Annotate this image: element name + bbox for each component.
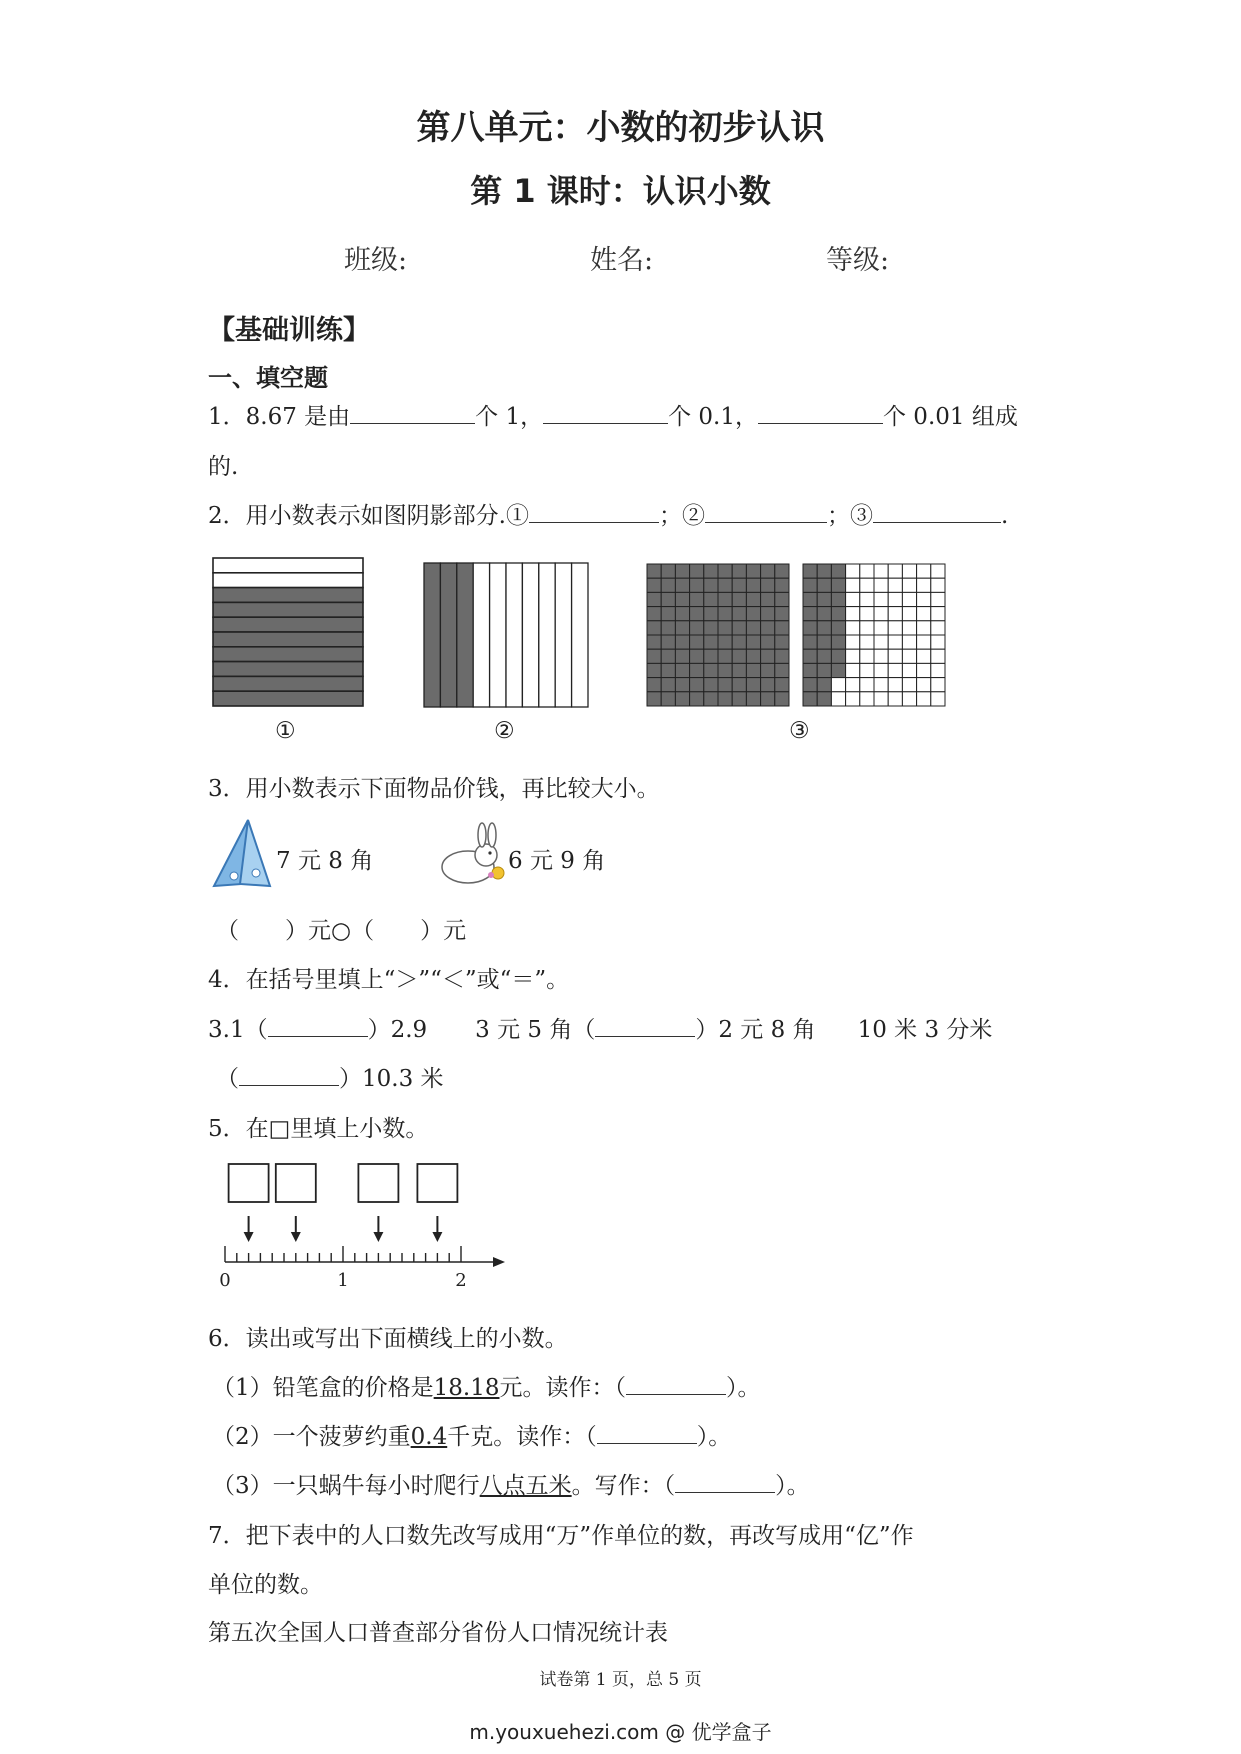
unshaded-cell: [917, 578, 931, 592]
unshaded-cell: [917, 564, 931, 578]
shaded-cell: [661, 635, 675, 649]
shaded-cell: [704, 678, 718, 692]
question-3: 3．用小数表示下面物品价钱，再比较大小。: [208, 776, 660, 802]
unshaded-row: [213, 573, 363, 588]
number-line-figure: [218, 1162, 518, 1291]
unshaded-cell: [874, 578, 888, 592]
shaded-cell: [817, 678, 831, 692]
shaded-cell: [746, 578, 760, 592]
shaded-cell: [690, 663, 704, 677]
shaded-cell: [661, 578, 675, 592]
unshaded-cell: [874, 692, 888, 706]
unshaded-column: [572, 563, 588, 707]
shaded-cell: [690, 607, 704, 621]
down-arrow-head: [373, 1232, 383, 1242]
shaded-cell: [817, 592, 831, 606]
shaded-cell: [718, 607, 732, 621]
shaded-cell: [746, 649, 760, 663]
shaded-cell: [817, 621, 831, 635]
shaded-cell: [803, 607, 817, 621]
unshaded-cell: [917, 592, 931, 606]
unshaded-cell: [917, 621, 931, 635]
unshaded-cell: [917, 607, 931, 621]
shaded-cell: [746, 564, 760, 578]
part-heading: 一、填空题: [208, 364, 328, 392]
grade-label: 等级:: [826, 245, 890, 276]
shaded-cell: [732, 564, 746, 578]
shaded-row: [213, 602, 363, 617]
figure-3-grid-full: [646, 563, 790, 707]
answer-box[interactable]: [417, 1164, 457, 1202]
answer-blank[interactable]: [595, 1014, 695, 1037]
unshaded-cell: [931, 635, 945, 649]
shaded-cell: [746, 692, 760, 706]
figure-1-label: ①: [275, 718, 296, 744]
shaded-cell: [831, 578, 845, 592]
shaded-cell: [718, 678, 732, 692]
shaded-cell: [647, 578, 661, 592]
shaded-cell: [831, 564, 845, 578]
shaded-cell: [817, 649, 831, 663]
shaded-cell: [675, 621, 689, 635]
name-label: 姓名:: [590, 245, 654, 276]
shaded-cell: [732, 635, 746, 649]
shaded-cell: [647, 692, 661, 706]
shaded-cell: [761, 663, 775, 677]
shaded-cell: [761, 607, 775, 621]
shaded-cell: [732, 578, 746, 592]
shaded-cell: [704, 635, 718, 649]
answer-blank[interactable]: [705, 500, 827, 523]
shaded-cell: [675, 607, 689, 621]
shaded-cell: [775, 592, 789, 606]
shaded-cell: [675, 578, 689, 592]
unshaded-column: [539, 563, 555, 707]
unshaded-cell: [902, 592, 916, 606]
shaded-cell: [661, 678, 675, 692]
unshaded-cell: [888, 678, 902, 692]
answer-blank[interactable]: [350, 401, 475, 424]
unshaded-cell: [860, 649, 874, 663]
shaded-cell: [746, 621, 760, 635]
shaded-cell: [647, 592, 661, 606]
unshaded-cell: [846, 663, 860, 677]
section-heading: 【基础训练】: [208, 315, 370, 346]
item-1-price: 7 元 8 角: [276, 848, 374, 874]
down-arrow-head: [244, 1232, 254, 1242]
unshaded-column: [555, 563, 571, 707]
unshaded-cell: [931, 678, 945, 692]
unshaded-cell: [874, 621, 888, 635]
unshaded-column: [506, 563, 522, 707]
shaded-cell: [690, 564, 704, 578]
shaded-cell: [775, 663, 789, 677]
shaded-cell: [803, 578, 817, 592]
unshaded-cell: [846, 692, 860, 706]
unshaded-cell: [860, 635, 874, 649]
shaded-cell: [803, 649, 817, 663]
shaded-cell: [661, 592, 675, 606]
shaded-cell: [647, 663, 661, 677]
axis-arrowhead: [493, 1257, 505, 1267]
shaded-cell: [661, 649, 675, 663]
shaded-cell: [704, 649, 718, 663]
shaded-cell: [690, 578, 704, 592]
shaded-cell: [675, 663, 689, 677]
shaded-cell: [704, 621, 718, 635]
answer-blank[interactable]: [873, 500, 1001, 523]
unshaded-cell: [931, 649, 945, 663]
shaded-cell: [803, 692, 817, 706]
unshaded-cell: [888, 564, 902, 578]
unshaded-cell: [917, 678, 931, 692]
unshaded-cell: [846, 607, 860, 621]
unshaded-cell: [874, 592, 888, 606]
answer-blank[interactable]: [758, 401, 883, 424]
unshaded-cell: [888, 578, 902, 592]
answer-blank[interactable]: [268, 1014, 368, 1037]
shaded-cell: [817, 663, 831, 677]
shaded-cell: [775, 607, 789, 621]
unshaded-cell: [888, 635, 902, 649]
shaded-cell: [647, 649, 661, 663]
shaded-cell: [817, 635, 831, 649]
shaded-cell: [718, 564, 732, 578]
shaded-cell: [761, 692, 775, 706]
shaded-cell: [817, 692, 831, 706]
unshaded-cell: [860, 663, 874, 677]
shaded-row: [213, 676, 363, 691]
question-7-cont: 单位的数。: [208, 1572, 323, 1598]
unshaded-cell: [902, 692, 916, 706]
shaded-cell: [647, 621, 661, 635]
shaded-cell: [704, 564, 718, 578]
shaded-cell: [761, 649, 775, 663]
figure-1-rows: [212, 557, 364, 707]
unshaded-cell: [860, 621, 874, 635]
item-2-price: 6 元 9 角: [508, 848, 606, 874]
unshaded-cell: [874, 663, 888, 677]
shaded-row: [213, 691, 363, 706]
unshaded-cell: [931, 564, 945, 578]
shaded-cell: [704, 607, 718, 621]
shaded-cell: [675, 692, 689, 706]
shaded-cell: [661, 564, 675, 578]
question-1: 1．8.67 是由 个 1， 个 0.1， 个 0.01 组成: [208, 398, 1018, 431]
unshaded-cell: [902, 635, 916, 649]
shaded-cell: [803, 635, 817, 649]
shaded-row: [213, 647, 363, 662]
shaded-cell: [746, 635, 760, 649]
shaded-cell: [803, 592, 817, 606]
shaded-cell: [761, 621, 775, 635]
question-6: 6．读出或写出下面横线上的小数。: [208, 1326, 568, 1352]
shaded-cell: [690, 692, 704, 706]
shaded-cell: [647, 564, 661, 578]
unshaded-cell: [888, 663, 902, 677]
shaded-column: [440, 563, 456, 707]
shaded-cell: [761, 564, 775, 578]
unshaded-cell: [917, 649, 931, 663]
shaded-row: [213, 662, 363, 677]
unshaded-cell: [874, 607, 888, 621]
unshaded-cell: [860, 592, 874, 606]
unshaded-cell: [917, 663, 931, 677]
figure-3-grid-partial: [802, 563, 946, 707]
answer-blank[interactable]: [239, 1063, 339, 1086]
unshaded-cell: [888, 621, 902, 635]
shaded-cell: [675, 635, 689, 649]
question-4: 4．在括号里填上“＞”“＜”或“＝”。: [208, 967, 570, 993]
down-arrow-head: [432, 1232, 442, 1242]
unshaded-cell: [888, 649, 902, 663]
unshaded-cell: [874, 678, 888, 692]
axis-tick-label: 2: [455, 1270, 467, 1291]
shaded-cell: [675, 649, 689, 663]
down-arrow-head: [291, 1232, 301, 1242]
shaded-cell: [675, 564, 689, 578]
shaded-cell: [704, 692, 718, 706]
shaded-cell: [775, 578, 789, 592]
shaded-row: [213, 617, 363, 632]
unshaded-cell: [931, 692, 945, 706]
unshaded-cell: [846, 621, 860, 635]
unshaded-cell: [902, 649, 916, 663]
axis-tick-label: 0: [219, 1270, 231, 1291]
shaded-cell: [746, 663, 760, 677]
unshaded-cell: [931, 592, 945, 606]
shaded-cell: [746, 607, 760, 621]
answer-blank[interactable]: [543, 401, 668, 424]
unshaded-cell: [846, 578, 860, 592]
unshaded-cell: [917, 635, 931, 649]
shaded-cell: [647, 607, 661, 621]
shaded-cell: [675, 678, 689, 692]
question-5: 5．在□里填上小数。: [208, 1116, 429, 1142]
shaded-cell: [761, 578, 775, 592]
unshaded-cell: [917, 692, 931, 706]
unshaded-cell: [888, 607, 902, 621]
shaded-cell: [732, 649, 746, 663]
unshaded-cell: [831, 678, 845, 692]
watermark: m.youxuehezi.com @ 优学盒子: [469, 1720, 772, 1744]
unshaded-cell: [902, 607, 916, 621]
shaded-cell: [746, 592, 760, 606]
shaded-cell: [732, 592, 746, 606]
shaded-cell: [718, 578, 732, 592]
unshaded-cell: [860, 678, 874, 692]
shaded-cell: [775, 635, 789, 649]
shaded-cell: [775, 564, 789, 578]
unshaded-cell: [846, 635, 860, 649]
question-6-2: （2）一个菠萝约重0.4千克。读作：（ ）。: [212, 1418, 731, 1451]
shaded-cell: [647, 678, 661, 692]
question-7: 7．把下表中的人口数先改写成用“万”作单位的数，再改写成用“亿”作: [208, 1523, 914, 1549]
shaded-cell: [831, 635, 845, 649]
shaded-column: [457, 563, 473, 707]
shaded-cell: [761, 635, 775, 649]
unshaded-cell: [931, 578, 945, 592]
shaded-cell: [704, 578, 718, 592]
unshaded-cell: [846, 678, 860, 692]
shaded-cell: [775, 692, 789, 706]
unshaded-cell: [874, 649, 888, 663]
unshaded-column: [522, 563, 538, 707]
shaded-cell: [661, 692, 675, 706]
shaded-cell: [690, 621, 704, 635]
answer-blank[interactable]: [529, 500, 659, 523]
shaded-cell: [732, 663, 746, 677]
figure-3-label: ③: [789, 718, 810, 744]
shaded-cell: [831, 649, 845, 663]
unshaded-cell: [902, 663, 916, 677]
unshaded-cell: [874, 635, 888, 649]
table-title: 第五次全国人口普查部分省份人口情况统计表: [208, 1620, 668, 1646]
unshaded-cell: [874, 564, 888, 578]
triangle-ruler-icon: [212, 818, 272, 888]
unshaded-cell: [846, 649, 860, 663]
unshaded-cell: [846, 592, 860, 606]
question-4-line-2: （ ）10.3 米: [216, 1060, 444, 1093]
shaded-cell: [690, 649, 704, 663]
shaded-cell: [718, 692, 732, 706]
shaded-cell: [831, 607, 845, 621]
question-6-1: （1）铅笔盒的价格是18.18元。读作：（ ）。: [212, 1369, 761, 1402]
question-2: 2．用小数表示如图阴影部分.① ；② ；③ .: [208, 497, 1008, 530]
answer-box[interactable]: [358, 1164, 398, 1202]
shaded-cell: [761, 678, 775, 692]
axis-tick-label: 1: [337, 1270, 349, 1291]
class-label: 班级:: [344, 245, 408, 276]
shaded-cell: [718, 663, 732, 677]
shaded-cell: [775, 621, 789, 635]
shaded-cell: [803, 564, 817, 578]
shaded-row: [213, 632, 363, 647]
answer-blank[interactable]: [626, 1372, 726, 1395]
shaded-cell: [647, 635, 661, 649]
unshaded-cell: [931, 621, 945, 635]
answer-blank[interactable]: [675, 1470, 775, 1493]
shaded-cell: [704, 663, 718, 677]
shaded-cell: [803, 621, 817, 635]
shaded-cell: [732, 607, 746, 621]
answer-box[interactable]: [229, 1164, 269, 1202]
unshaded-cell: [902, 578, 916, 592]
shaded-cell: [690, 635, 704, 649]
shaded-cell: [718, 635, 732, 649]
answer-box[interactable]: [276, 1164, 316, 1202]
shaded-cell: [661, 607, 675, 621]
question-6-3: （3）一只蜗牛每小时爬行八点五米。写作：（ ）。: [212, 1467, 810, 1500]
answer-blank[interactable]: [597, 1421, 697, 1444]
shaded-cell: [831, 621, 845, 635]
figure-2-columns: [423, 562, 589, 708]
shaded-cell: [704, 592, 718, 606]
unshaded-cell: [860, 692, 874, 706]
shaded-cell: [746, 678, 760, 692]
shaded-cell: [718, 621, 732, 635]
shaded-cell: [803, 663, 817, 677]
unshaded-cell: [902, 564, 916, 578]
shaded-cell: [775, 678, 789, 692]
shaded-cell: [661, 621, 675, 635]
shaded-row: [213, 588, 363, 603]
rabbit-icon: [438, 825, 508, 887]
unshaded-cell: [860, 578, 874, 592]
shaded-cell: [761, 592, 775, 606]
shaded-cell: [690, 592, 704, 606]
unshaded-row: [213, 558, 363, 573]
question-4-line-1: 3.1（ ）2.9 3 元 5 角（ ）2 元 8 角 10 米 3 分米: [208, 1011, 992, 1044]
shaded-cell: [690, 678, 704, 692]
unshaded-cell: [931, 607, 945, 621]
shaded-cell: [718, 649, 732, 663]
page-info: 试卷第 1 页，总 5 页: [539, 1670, 702, 1690]
shaded-cell: [732, 621, 746, 635]
unshaded-cell: [931, 663, 945, 677]
unshaded-column: [473, 563, 489, 707]
shaded-cell: [675, 592, 689, 606]
unshaded-cell: [831, 692, 845, 706]
shaded-cell: [831, 663, 845, 677]
shaded-cell: [817, 578, 831, 592]
shaded-cell: [775, 649, 789, 663]
unshaded-cell: [902, 678, 916, 692]
unshaded-cell: [888, 692, 902, 706]
shaded-column: [424, 563, 440, 707]
unshaded-column: [490, 563, 506, 707]
unshaded-cell: [846, 564, 860, 578]
shaded-cell: [718, 592, 732, 606]
unshaded-cell: [860, 607, 874, 621]
unshaded-cell: [860, 564, 874, 578]
unshaded-cell: [902, 621, 916, 635]
figure-2-label: ②: [494, 718, 515, 744]
price-compare-line[interactable]: （ ）元○（ ）元: [216, 918, 467, 944]
shaded-cell: [817, 607, 831, 621]
shaded-cell: [817, 564, 831, 578]
shaded-cell: [732, 692, 746, 706]
shaded-cell: [803, 678, 817, 692]
shaded-cell: [831, 592, 845, 606]
shaded-cell: [732, 678, 746, 692]
unshaded-cell: [888, 592, 902, 606]
unit-title: 第八单元：小数的初步认识: [416, 108, 825, 148]
shaded-cell: [661, 663, 675, 677]
lesson-title: 第 1 课时：认识小数: [470, 172, 771, 210]
question-1-cont: 的.: [208, 454, 239, 480]
